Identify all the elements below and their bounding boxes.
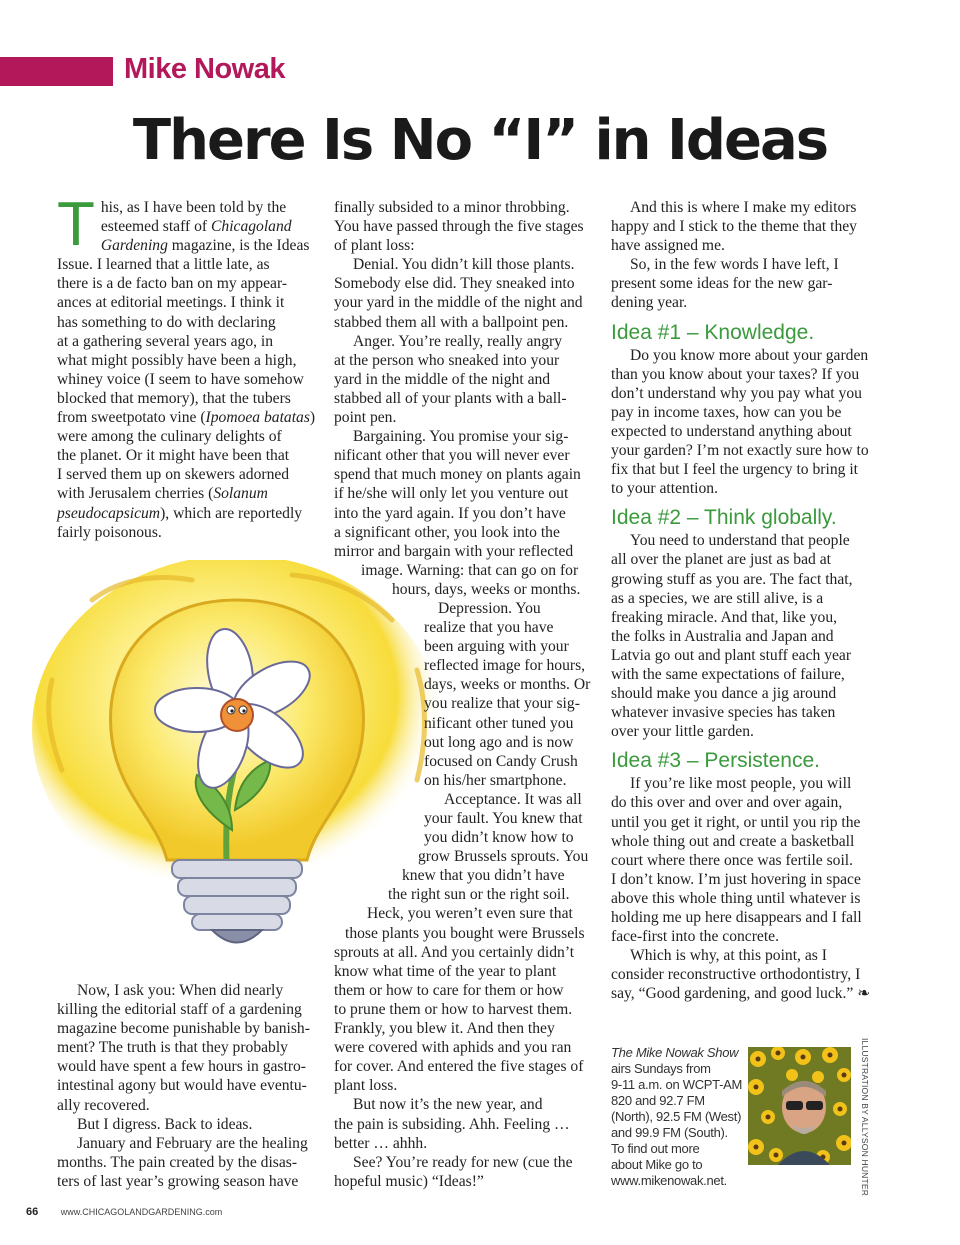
text-line: Depression. You	[438, 599, 541, 617]
text-line: blocked that memory), that the tubers	[57, 389, 291, 407]
text-line: whatever invasive species has taken	[611, 704, 836, 722]
text-line: a significant other, you look into the	[334, 523, 560, 541]
text-line: airs Sundays from	[611, 1061, 711, 1076]
text-line: out long ago and is now	[424, 733, 574, 751]
text-line: to prune them or how to harvest them.	[334, 1000, 573, 1018]
text-line: months. The pain created by the disas-	[57, 1153, 298, 1171]
text-line: Heck, you weren’t even sure that	[367, 905, 573, 923]
author-byline: Mike Nowak	[124, 53, 285, 85]
text-line: happy and I stick to the theme that they	[611, 218, 857, 236]
column-1	[57, 190, 323, 542]
text-line: Latvia go out and plant stuff each year	[611, 646, 852, 664]
text-line: To find out more	[611, 1141, 700, 1156]
text-line: the folks in Australia and Japan and	[611, 627, 834, 645]
text-line: whole thing out and create a basketball	[611, 832, 855, 850]
paragraph: Now, I ask you: When did nearly	[77, 982, 284, 999]
text-line: focused on Candy Crush	[424, 752, 578, 770]
text-line: reflected image for hours,	[424, 657, 586, 675]
text-line: knew that you didn’t have	[402, 867, 565, 885]
text-line: you realize that your sig-	[424, 695, 580, 713]
text-line: If you’re like most people, you will	[630, 775, 852, 793]
text-line: his, as I have been told by the	[100, 199, 287, 216]
text-line: stabbed all of your plants with a ball-	[334, 389, 567, 407]
text-line: See? You’re ready for new (cue the	[353, 1153, 573, 1171]
text-line: should make you dance a jig around	[611, 685, 837, 703]
page-number: 66	[26, 1206, 39, 1218]
text-line: been arguing with your	[424, 638, 569, 656]
text-line: court where there once was fertile soil.	[611, 851, 854, 869]
text-line: spend that much money on plants again	[334, 466, 581, 484]
show-title: The Mike Nowak Show	[611, 1045, 739, 1060]
text-line: Acceptance. It was all	[444, 790, 582, 808]
text-line: about Mike go to	[611, 1157, 703, 1172]
text-line: the pain is subsiding. Ahh. Feeling …	[334, 1115, 570, 1133]
text-line: until you get it right, or until you rip the	[611, 813, 861, 831]
text-line: over your little garden.	[611, 723, 754, 741]
column-3	[611, 198, 875, 1003]
text-line: But now it’s the new year, and	[353, 1096, 543, 1114]
text-line: you didn’t know how to	[424, 829, 574, 847]
text-line: You need to understand that people	[630, 532, 850, 550]
text-line: to your attention.	[611, 480, 718, 498]
text-line: than you know about your taxes? If you	[611, 365, 860, 383]
text-line: January and February are the healing	[77, 1134, 308, 1152]
text-line: them or how to care for them or how	[334, 981, 564, 999]
text-line: killing the editorial staff of a gardening	[57, 1001, 302, 1019]
text-line: Issue. I learned that a little late, as	[57, 256, 270, 274]
text-line: Denial. You didn’t kill those plants.	[353, 256, 575, 274]
text-line: dening year.	[611, 294, 688, 312]
text-line: on his/her smartphone.	[424, 771, 567, 789]
text-line: hopeful music) “Ideas!”	[334, 1172, 484, 1190]
text-line: expected to understand anything about	[611, 422, 852, 440]
text-line: plant loss.	[334, 1077, 398, 1095]
text-line: what might possibly have been a high,	[57, 351, 297, 369]
text-line: days, weeks or months. Or	[424, 676, 591, 694]
text-line: and 99.9 FM (South).	[611, 1125, 728, 1140]
text-line: nificant other that you will never ever	[334, 447, 570, 465]
text-line: freaking miracle. And that, like you,	[611, 608, 838, 626]
text-line: with the same expectations of failure,	[611, 665, 845, 683]
text-line: intestinal agony but would have eventu-	[57, 1077, 307, 1095]
text-line: Bargaining. You promise your sig-	[353, 428, 569, 446]
text-line: at the person who sneaked into your	[334, 351, 560, 369]
text-line: holding me up here disappears and I fall	[611, 909, 862, 926]
text-line: with Jerusalem cherries (Solanum	[57, 485, 268, 503]
text-line: Frankly, you blew it. And then they	[334, 1020, 555, 1038]
column-2	[334, 198, 596, 1191]
text-line: hours, days, weeks or months.	[392, 580, 581, 598]
text-line: there is a de facto ban on my appear-	[57, 275, 288, 293]
text-line: has something to do with declaring	[57, 313, 276, 331]
idea-2-heading: Idea #2 – Think globally.	[611, 506, 837, 530]
idea-3-heading: Idea #3 – Persistence.	[611, 749, 820, 773]
text-line: those plants you bought were Brussels	[345, 924, 585, 942]
text-line: mirror and bargain with your reflected	[334, 542, 574, 560]
text-line: better … ahhh.	[334, 1134, 428, 1152]
text-line: fairly poisonous.	[57, 523, 162, 541]
text-line: 820 and 92.7 FM	[611, 1093, 705, 1108]
text-line: say, “Good gardening, and good luck.” ❧	[611, 985, 871, 1003]
text-line: consider reconstructive orthodontistry, I	[611, 966, 861, 984]
text-line: pay in income taxes, how can you be	[611, 403, 842, 421]
text-line: know what time of the year to plant	[334, 962, 557, 980]
text-line: And this is where I make my editors	[630, 199, 857, 216]
text-line: above this whole thing until whatever is	[611, 889, 861, 907]
text-line: your fault. You knew that	[424, 810, 583, 827]
text-line: don’t understand why you pay what you	[611, 384, 862, 402]
text-line: I don’t know. I’m just hovering in space	[611, 870, 861, 888]
drop-cap: T	[57, 190, 95, 259]
illustration-credit: ILLUSTRATION BY ALLYSON HUNTER	[860, 1038, 870, 1197]
text-line: your garden? I’m not exactly sure how to	[611, 442, 869, 460]
text-line: fix that but I feel the urgency to bring it	[611, 461, 858, 479]
text-line: 9-11 a.m. on WCPT-AM	[611, 1077, 743, 1092]
text-line: into the yard again. If you don’t have	[334, 504, 566, 522]
text-line: have assigned me.	[611, 237, 725, 255]
text-line: Somebody else did. They sneaked into	[334, 275, 575, 293]
text-line: grow Brussels sprouts. You	[418, 848, 589, 866]
text-line: But I digress. Back to ideas.	[77, 1115, 253, 1133]
text-line: So, in the few words I have left, I	[630, 256, 839, 274]
text-line: You have passed through the five stages	[334, 218, 584, 236]
text-line: from sweetpotato vine (Ipomoea batatas)	[57, 409, 316, 427]
article-headline: There Is No “I” in Ideas	[132, 108, 828, 173]
text-line: I served them up on skewers adorned	[57, 466, 290, 484]
text-line: sprouts at all. And you certainly didn’t	[334, 943, 575, 961]
text-line: point pen.	[334, 409, 397, 427]
text-line: face-first into the concrete.	[611, 928, 779, 946]
text-line: Anger. You’re really, really angry	[353, 332, 563, 350]
author-photo	[748, 1047, 851, 1165]
idea-1-heading: Idea #1 – Knowledge.	[611, 320, 815, 344]
column-1-bottom	[57, 981, 323, 1191]
text-line: ment? The truth is that they probably	[57, 1039, 288, 1057]
text-line: were covered with aphids and you ran	[334, 1039, 572, 1057]
text-line: image. Warning: that can go on for	[361, 561, 579, 579]
show-info-sidebar	[611, 1045, 751, 1189]
website-link[interactable]: www.mikenowak.net.	[611, 1173, 727, 1188]
text-line: would have spent a few hours in gastro-	[57, 1058, 307, 1076]
text-line: Which is why, at this point, as I	[630, 947, 827, 965]
text-line: do this over and over and over again,	[611, 794, 843, 812]
text-line: of plant loss:	[334, 237, 415, 255]
text-line: ances at editorial meetings. I think it	[57, 294, 285, 312]
text-line: your yard in the middle of the night and	[334, 294, 583, 312]
text-line: as a species, we are still alive, is a	[611, 589, 824, 607]
text-line: ters of last year’s growing season have	[57, 1172, 299, 1190]
text-line: yard in the middle of the night and	[334, 370, 551, 388]
text-line: esteemed staff of Chicagoland	[100, 218, 292, 236]
text-line: were among the culinary delights of	[57, 428, 282, 446]
text-line: pseudocapsicum), which are reportedly	[57, 504, 303, 522]
text-line: the planet. Or it might have been that	[57, 447, 290, 465]
text-line: growing stuff as you are. The fact that,	[611, 570, 853, 588]
footer-url[interactable]: www.CHICAGOLANDGARDENING.com	[60, 1207, 223, 1217]
text-line: if he/she will only let you venture out	[334, 485, 569, 503]
text-line: realize that you have	[424, 619, 554, 637]
text-line: nificant other tuned you	[424, 714, 574, 732]
byline-accent-bar	[0, 57, 113, 86]
text-line: Do you know more about your garden	[630, 346, 869, 364]
text-line: for cover. And entered the five stages of	[334, 1058, 584, 1076]
text-line: finally subsided to a minor throbbing.	[334, 199, 570, 216]
text-line: at a gathering several years ago, in	[57, 332, 274, 350]
text-line: all over the planet are just as bad at	[611, 551, 831, 569]
text-line: ally recovered.	[57, 1096, 150, 1114]
page-footer	[26, 1206, 222, 1218]
text-line: Gardening magazine, is the Ideas	[100, 237, 310, 255]
text-line: whiney voice (I seem to have somehow	[57, 370, 304, 388]
text-line: magazine become punishable by banish-	[57, 1020, 310, 1038]
text-line: present some ideas for the new gar-	[611, 275, 833, 293]
text-line: stabbed them all with a ballpoint pen.	[334, 313, 569, 331]
text-line: (North), 92.5 FM (West)	[611, 1109, 742, 1124]
text-line: the right sun or the right soil.	[388, 886, 570, 904]
